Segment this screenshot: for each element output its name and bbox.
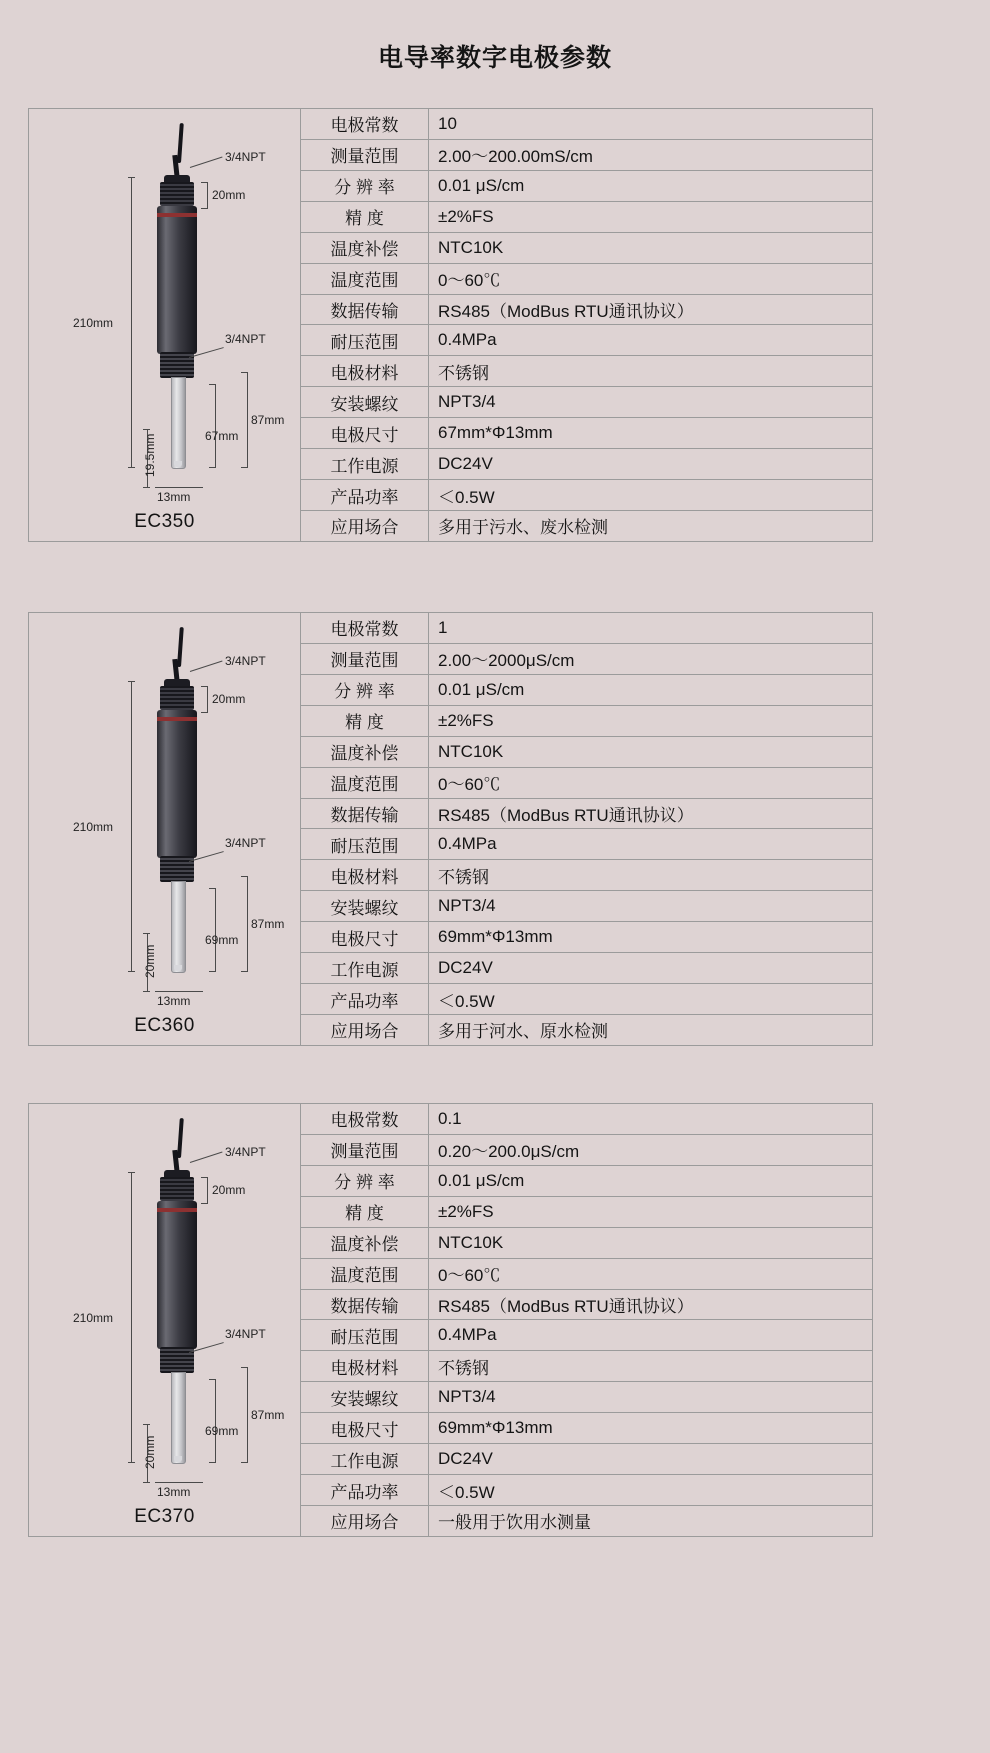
spec-value: NTC10K bbox=[438, 237, 504, 257]
dim-line bbox=[131, 177, 132, 467]
spec-value: 0.4MPa bbox=[438, 834, 497, 854]
spec-key: 安装螺纹 bbox=[301, 387, 429, 417]
dim-tick bbox=[209, 384, 216, 385]
leader-line bbox=[190, 1152, 223, 1163]
table-row bbox=[301, 1197, 872, 1228]
spec-key: 工作电源 bbox=[301, 1444, 429, 1474]
dim-tick bbox=[209, 1379, 216, 1380]
spec-key: 温度补偿 bbox=[301, 1228, 429, 1258]
dim-lower-total: 87mm bbox=[251, 1408, 285, 1422]
table-row bbox=[301, 737, 872, 768]
spec-key: 电极材料 bbox=[301, 356, 429, 386]
spec-key: 分 辨 率 bbox=[301, 171, 429, 201]
leader-line bbox=[190, 661, 223, 672]
probe-drawing bbox=[29, 1104, 300, 1536]
dim-line bbox=[155, 991, 203, 992]
spec-key: 电极常数 bbox=[301, 109, 429, 139]
spec-value: NTC10K bbox=[438, 741, 504, 761]
dim-lower-total: 87mm bbox=[251, 413, 285, 427]
spec-value: 69mm*Φ13mm bbox=[438, 1418, 553, 1438]
dim-tick bbox=[143, 429, 150, 430]
dim-line bbox=[215, 384, 216, 467]
table-row bbox=[301, 1351, 872, 1382]
table-row bbox=[301, 264, 872, 295]
dim-tick bbox=[143, 933, 150, 934]
dim-tick bbox=[128, 177, 135, 178]
table-row bbox=[301, 511, 872, 541]
spec-value: 多用于河水、原水检测 bbox=[438, 1022, 608, 1042]
dim-total-length: 210mm bbox=[73, 820, 114, 834]
cable-icon bbox=[177, 627, 184, 667]
dim-tick bbox=[128, 467, 135, 468]
spec-value: RS485（ModBus RTU通讯协议） bbox=[438, 301, 694, 321]
spec-key: 测量范围 bbox=[301, 644, 429, 674]
spec-value: DC24V bbox=[438, 454, 493, 474]
spec-key: 精 度 bbox=[301, 1197, 429, 1227]
dim-tick bbox=[241, 1462, 248, 1463]
dim-line bbox=[207, 182, 208, 208]
spec-key: 应用场合 bbox=[301, 1506, 429, 1536]
table-row bbox=[301, 829, 872, 860]
spec-value: ±2%FS bbox=[438, 206, 494, 226]
dim-tick bbox=[143, 1482, 150, 1483]
table-row bbox=[301, 1104, 872, 1135]
table-row bbox=[301, 233, 872, 264]
spec-key: 电极尺寸 bbox=[301, 418, 429, 448]
dim-line bbox=[131, 681, 132, 971]
spec-value: DC24V bbox=[438, 958, 493, 978]
spec-key: 耐压范围 bbox=[301, 829, 429, 859]
probe-figure bbox=[29, 1104, 301, 1536]
dim-line bbox=[215, 888, 216, 971]
spec-value: ＜0.5W bbox=[438, 991, 495, 1011]
cable-icon bbox=[177, 123, 184, 163]
probe-stem bbox=[171, 377, 186, 469]
dim-thread-top: 3/4NPT bbox=[225, 150, 266, 164]
spec-key: 工作电源 bbox=[301, 449, 429, 479]
probe-red-ring bbox=[157, 1208, 197, 1212]
dim-stem-length: 67mm bbox=[205, 429, 239, 443]
table-row bbox=[301, 613, 872, 644]
dim-line bbox=[155, 487, 203, 488]
dim-line bbox=[247, 372, 248, 467]
spec-value: 不锈钢 bbox=[438, 1358, 489, 1378]
probe-drawing bbox=[29, 613, 300, 1045]
spec-value: ±2%FS bbox=[438, 710, 494, 730]
spec-value: 不锈钢 bbox=[438, 363, 489, 383]
spec-key: 精 度 bbox=[301, 706, 429, 736]
dim-tick bbox=[209, 467, 216, 468]
dim-tick bbox=[143, 487, 150, 488]
dim-diameter: 13mm bbox=[157, 994, 191, 1008]
spec-key: 温度范围 bbox=[301, 264, 429, 294]
spec-key: 温度补偿 bbox=[301, 233, 429, 263]
table-row bbox=[301, 140, 872, 171]
table-row bbox=[301, 1382, 872, 1413]
dim-top-section: 20mm bbox=[212, 1183, 246, 1197]
table-row bbox=[301, 109, 872, 140]
probe-drawing bbox=[29, 109, 300, 541]
cable-icon bbox=[177, 1118, 184, 1158]
probe-figure bbox=[29, 109, 301, 541]
spec-value: 0.4MPa bbox=[438, 330, 497, 350]
spec-value: 不锈钢 bbox=[438, 867, 489, 887]
dim-tick bbox=[201, 1203, 208, 1204]
table-row bbox=[301, 953, 872, 984]
table-row bbox=[301, 1506, 872, 1536]
table-row bbox=[301, 356, 872, 387]
spec-value: ＜0.5W bbox=[438, 487, 495, 507]
dim-tick bbox=[128, 1172, 135, 1173]
dim-tick bbox=[143, 1424, 150, 1425]
spec-key: 应用场合 bbox=[301, 511, 429, 541]
spec-key: 电极常数 bbox=[301, 613, 429, 643]
dim-tick bbox=[241, 372, 248, 373]
spec-key: 温度范围 bbox=[301, 768, 429, 798]
dim-thread-top: 3/4NPT bbox=[225, 654, 266, 668]
dim-tick bbox=[241, 971, 248, 972]
spec-value: ＜0.5W bbox=[438, 1482, 495, 1502]
dim-line bbox=[247, 876, 248, 971]
dim-tick bbox=[241, 876, 248, 877]
spec-table bbox=[301, 109, 872, 541]
probe-red-ring bbox=[157, 213, 197, 217]
spec-value: 2.00～200.00mS/cm bbox=[438, 147, 593, 167]
probe-figure bbox=[29, 613, 301, 1045]
table-row bbox=[301, 1320, 872, 1351]
spec-block-ec360 bbox=[28, 612, 873, 1046]
spec-value: 1 bbox=[438, 617, 448, 637]
spec-value: 0.4MPa bbox=[438, 1325, 497, 1345]
dim-thread-bottom: 3/4NPT bbox=[225, 1327, 266, 1341]
spec-key: 电极常数 bbox=[301, 1104, 429, 1134]
table-row bbox=[301, 644, 872, 675]
spec-value: ±2%FS bbox=[438, 1201, 494, 1221]
table-row bbox=[301, 799, 872, 830]
spec-key: 温度补偿 bbox=[301, 737, 429, 767]
spec-value: 0.01 μS/cm bbox=[438, 1170, 525, 1190]
page-title: 电导率数字电极参数 bbox=[377, 44, 612, 72]
spec-block-ec370 bbox=[28, 1103, 873, 1537]
dim-tick bbox=[209, 971, 216, 972]
dim-tick bbox=[241, 1367, 248, 1368]
spec-value: RS485（ModBus RTU通讯协议） bbox=[438, 805, 694, 825]
spec-table bbox=[301, 1104, 872, 1536]
spec-key: 分 辨 率 bbox=[301, 675, 429, 705]
dim-total-length: 210mm bbox=[73, 1311, 114, 1325]
model-label: EC360 bbox=[134, 1015, 195, 1036]
spec-key: 耐压范围 bbox=[301, 1320, 429, 1350]
table-row bbox=[301, 891, 872, 922]
probe-body bbox=[157, 1201, 197, 1349]
table-row bbox=[301, 325, 872, 356]
table-row bbox=[301, 295, 872, 326]
dim-thread-top: 3/4NPT bbox=[225, 1145, 266, 1159]
table-row bbox=[301, 922, 872, 953]
spec-value: 0.1 bbox=[438, 1108, 462, 1128]
dim-tick bbox=[201, 712, 208, 713]
dim-thread-bottom: 3/4NPT bbox=[225, 332, 266, 346]
dim-stem-length: 69mm bbox=[205, 933, 239, 947]
spec-key: 产品功率 bbox=[301, 480, 429, 510]
spec-key: 数据传输 bbox=[301, 1290, 429, 1320]
spec-value: 多用于污水、废水检测 bbox=[438, 518, 608, 538]
dim-total-length: 210mm bbox=[73, 316, 114, 330]
spec-key: 电极材料 bbox=[301, 860, 429, 890]
spec-key: 数据传输 bbox=[301, 295, 429, 325]
spec-value: NPT3/4 bbox=[438, 896, 496, 916]
probe-stem bbox=[171, 1372, 186, 1464]
table-row bbox=[301, 171, 872, 202]
table-row bbox=[301, 1135, 872, 1166]
probe-tip bbox=[174, 461, 182, 467]
spec-key: 产品功率 bbox=[301, 1475, 429, 1505]
dim-tick bbox=[143, 991, 150, 992]
dim-top-section: 20mm bbox=[212, 692, 246, 706]
spec-value: 10 bbox=[438, 113, 457, 133]
spec-value: 0～60℃ bbox=[438, 1266, 501, 1286]
table-row bbox=[301, 387, 872, 418]
dim-thread-bottom: 3/4NPT bbox=[225, 836, 266, 850]
table-row bbox=[301, 768, 872, 799]
spec-block-ec350 bbox=[28, 108, 873, 542]
dim-line bbox=[155, 1482, 203, 1483]
dim-tick bbox=[201, 182, 208, 183]
spec-key: 分 辨 率 bbox=[301, 1166, 429, 1196]
spec-value: 2.00～2000μS/cm bbox=[438, 651, 575, 671]
dim-diameter: 13mm bbox=[157, 1485, 191, 1499]
probe-body bbox=[157, 710, 197, 858]
spec-key: 耐压范围 bbox=[301, 325, 429, 355]
dim-tick bbox=[241, 467, 248, 468]
spec-key: 数据传输 bbox=[301, 799, 429, 829]
dim-tick bbox=[209, 888, 216, 889]
spec-key: 测量范围 bbox=[301, 1135, 429, 1165]
spec-key: 应用场合 bbox=[301, 1015, 429, 1045]
table-row bbox=[301, 1444, 872, 1475]
spec-value: NPT3/4 bbox=[438, 392, 496, 412]
dim-line bbox=[215, 1379, 216, 1462]
probe-thread-top bbox=[160, 1177, 194, 1201]
dim-tick bbox=[201, 1177, 208, 1178]
dim-tick bbox=[201, 686, 208, 687]
table-row bbox=[301, 1015, 872, 1045]
probe-body bbox=[157, 206, 197, 354]
dim-tick bbox=[128, 971, 135, 972]
table-row bbox=[301, 1475, 872, 1506]
dim-tick bbox=[128, 1462, 135, 1463]
dim-tick bbox=[201, 208, 208, 209]
dim-tip: 20mm bbox=[143, 1435, 157, 1469]
dim-line bbox=[247, 1367, 248, 1462]
table-row bbox=[301, 480, 872, 511]
dim-tick bbox=[209, 1462, 216, 1463]
dim-tip: 20mm bbox=[143, 944, 157, 978]
table-row bbox=[301, 449, 872, 480]
spec-value: 69mm*Φ13mm bbox=[438, 927, 553, 947]
spec-value: 一般用于饮用水测量 bbox=[438, 1513, 591, 1533]
spec-value: 0.01 μS/cm bbox=[438, 175, 525, 195]
spec-key: 测量范围 bbox=[301, 140, 429, 170]
table-row bbox=[301, 418, 872, 449]
spec-key: 精 度 bbox=[301, 202, 429, 232]
dim-tip: 19.5mm bbox=[143, 433, 157, 477]
table-row bbox=[301, 675, 872, 706]
table-row bbox=[301, 1290, 872, 1321]
dim-line bbox=[207, 686, 208, 712]
spec-value: 0.01 μS/cm bbox=[438, 679, 525, 699]
dim-lower-total: 87mm bbox=[251, 917, 285, 931]
spec-value: RS485（ModBus RTU通讯协议） bbox=[438, 1296, 694, 1316]
dim-top-section: 20mm bbox=[212, 188, 246, 202]
spec-key: 电极尺寸 bbox=[301, 1413, 429, 1443]
spec-value: 0.20～200.0μS/cm bbox=[438, 1142, 580, 1162]
leader-line bbox=[190, 157, 223, 168]
table-row bbox=[301, 984, 872, 1015]
dim-line bbox=[131, 1172, 132, 1462]
spec-value: 0～60℃ bbox=[438, 271, 501, 291]
spec-key: 安装螺纹 bbox=[301, 891, 429, 921]
spec-key: 电极尺寸 bbox=[301, 922, 429, 952]
spec-key: 工作电源 bbox=[301, 953, 429, 983]
probe-thread-top bbox=[160, 182, 194, 206]
spec-value: 67mm*Φ13mm bbox=[438, 423, 553, 443]
dim-diameter: 13mm bbox=[157, 490, 191, 504]
table-row bbox=[301, 202, 872, 233]
model-label: EC350 bbox=[134, 511, 195, 532]
probe-stem bbox=[171, 881, 186, 973]
model-label: EC370 bbox=[134, 1506, 195, 1527]
table-row bbox=[301, 860, 872, 891]
spec-value: 0～60℃ bbox=[438, 775, 501, 795]
probe-tip bbox=[174, 965, 182, 971]
spec-value: NTC10K bbox=[438, 1232, 504, 1252]
dim-tick bbox=[128, 681, 135, 682]
probe-red-ring bbox=[157, 717, 197, 721]
spec-key: 温度范围 bbox=[301, 1259, 429, 1289]
table-row bbox=[301, 706, 872, 737]
spec-table bbox=[301, 613, 872, 1045]
probe-thread-top bbox=[160, 686, 194, 710]
table-row bbox=[301, 1228, 872, 1259]
spec-value: NPT3/4 bbox=[438, 1387, 496, 1407]
table-row bbox=[301, 1166, 872, 1197]
spec-value: DC24V bbox=[438, 1449, 493, 1469]
spec-key: 产品功率 bbox=[301, 984, 429, 1014]
spec-key: 电极材料 bbox=[301, 1351, 429, 1381]
dim-line bbox=[207, 1177, 208, 1203]
dim-stem-length: 69mm bbox=[205, 1424, 239, 1438]
spec-key: 安装螺纹 bbox=[301, 1382, 429, 1412]
table-row bbox=[301, 1259, 872, 1290]
table-row bbox=[301, 1413, 872, 1444]
probe-tip bbox=[174, 1456, 182, 1462]
